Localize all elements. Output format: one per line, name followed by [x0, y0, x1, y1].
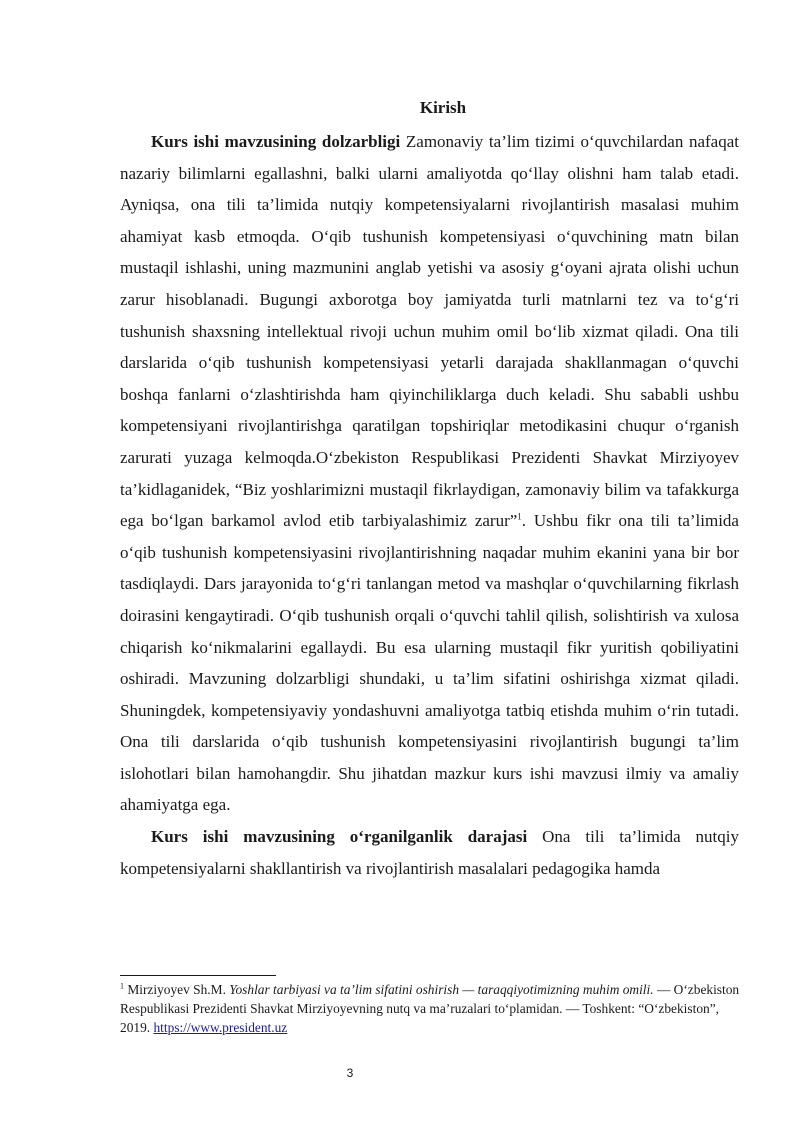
paragraph-relevance	[120, 126, 739, 821]
footnote-work-title: Yoshlar tarbiyasi va ta’lim sifatini oshirish — taraqqiyotimizning muhim omili.	[229, 982, 654, 997]
footnote-link[interactable]: https://www.president.uz	[153, 1020, 288, 1035]
paragraph-lead: Kurs ishi mavzusining dolzarbligi	[151, 132, 401, 151]
footnote-separator	[120, 975, 276, 976]
paragraph-text: . Ushbu fikr ona tili ta’limida o‘qib tushunish kompetensiyasini rivojlantirishning naqadar muhim ekanini yana bir bor tasdiqlaydi. Dars jarayonida to‘g‘ri tanlangan metod va mashqlar o‘quvchilarning fikrlash doirasini kengaytiradi. O‘qib tushunish orqali o‘quvchi tahlil qilish, solishtirish va xulosa chiqarish ko‘nikmalarini egallaydi. Bu esa ularning mustaqil fikr yuritish qobiliyatini oshiradi. Mavzuning dolzarbligi shundaki, u ta’lim sifatini oshirishga xizmat qiladi. Shuningdek, kompetensiyaviy yondashuvni amaliyotga tatbiq etishda muhim o‘rin tutadi. Ona tili darslarida o‘qib tushunish kompetensiyasini rivojlantirish bugungi ta’lim islohotlari bilan hamohangdir. Shu jihatdan mazkur kurs ishi mavzusi ilmiy va amaliy ahamiyatga ega.	[120, 511, 739, 815]
footnote-details: — O‘zbekiston Respublikasi Prezidenti Shavkat Mirziyoyevning nutq va ma’ruzalari to‘plamidan. — Toshkent: “O‘zbekiston”, 2019.	[120, 982, 740, 1035]
paragraph-text: Zamonaviy ta’lim tizimi o‘quvchilardan nafaqat nazariy bilimlarni egallashni, balki ularni amaliyotda qo‘llay olishni ham talab etadi. Ayniqsa, ona tili ta’limida nutqiy kompetensiyalarni rivojlantirish masalasi muhim ahamiyat kasb etmoqda. O‘qib tushunish kompetensiyasi o‘quvchining matn bilan mustaqil ishlashi, uning mazmunini anglab yetishi va asosiy g‘oyani ajrata olishi uchun zarur hisoblanadi. Bugungi axborotga boy jamiyatda turli matnlarni tez va to‘g‘ri tushunish shaxsning intellektual rivoji uchun muhim omil bo‘lib xizmat qiladi. Ona tili darslarida o‘qib tushunish kompetensiyasi yetarli darajada shakllanmagan o‘quvchi boshqa fanlarni o‘zlashtirishda ham qiyinchiliklarga duch keladi. Shu sababli ushbu kompetensiyani rivojlantirishga qaratilgan topshiriqlar metodikasini chuqur o‘rganish zarurati yuzaga kelmoqda.O‘zbekiston Respublikasi Prezidenti Shavkat Mirziyoyev ta’kidlaganidek, “Biz yoshlarimizni mustaqil fikrlaydigan, zamonaviy bilim va tafakkurga ega bo‘lgan barkamol avlod etib tarbiyalashimiz zarur”	[120, 132, 739, 531]
footnote-author: Mirziyoyev Sh.M.	[124, 982, 230, 997]
body-text	[120, 126, 739, 884]
paragraph-text: Ona tili ta’limida nutqiy kompetensiyalarni shakllantirish va rivojlantirish masalalari pedagogika hamda	[120, 827, 740, 878]
page-number: 3	[346, 1066, 354, 1080]
section-title: Kirish	[419, 98, 467, 117]
footnote-reference[interactable]: 1	[517, 511, 522, 522]
footnote-marker: 1	[120, 981, 124, 991]
footnote	[120, 980, 745, 1037]
paragraph-lead: Kurs ishi mavzusining o‘rganilganlik darajasi	[151, 827, 528, 847]
paragraph-study-level	[120, 821, 739, 884]
